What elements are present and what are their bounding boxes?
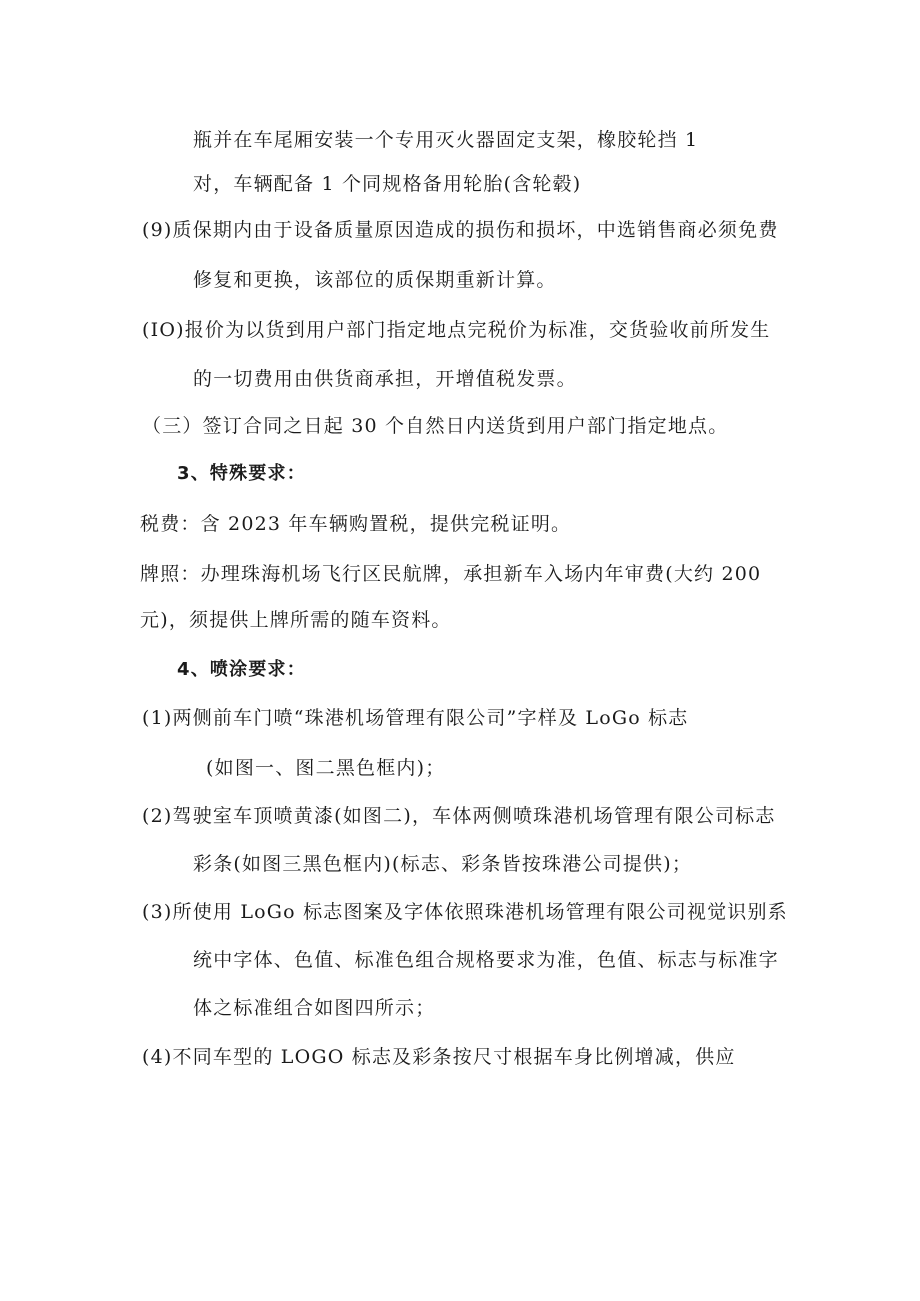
text-line-5: (IO)报价为以货到用户部门指定地点完税价为标准，交货验收前所发生 xyxy=(142,319,771,341)
text-line-4: 修复和更换，该部位的质保期重新计算。 xyxy=(193,269,557,291)
section-heading-3: 3、特殊要求： xyxy=(177,463,306,484)
text-line-10: 牌照：办理珠海机场飞行区民航牌，承担新车入场内年审费(大约 200 xyxy=(140,563,762,585)
text-line-2: 对，车辆配备 1 个同规格备用轮胎(含轮毂) xyxy=(193,173,582,195)
text-line-9: 税费：含 2023 年车辆购置税，提供完税证明。 xyxy=(140,513,572,535)
text-line-17: (3)所使用 LoGo 标志图案及字体依照珠港机场管理有限公司视觉识别系 xyxy=(142,901,788,923)
text-line-6: 的一切费用由供货商承担，开增值税发票。 xyxy=(193,368,577,390)
text-line-19: 体之标准组合如图四所示； xyxy=(193,997,436,1019)
section-heading-4: 4、喷涂要求： xyxy=(177,659,306,680)
text-line-15: (2)驾驶室车顶喷黄漆(如图二)，车体两侧喷珠港机场管理有限公司标志 xyxy=(142,805,776,827)
text-line-14: (如图一、图二黑色框内)； xyxy=(206,757,446,779)
text-line-20: (4)不同车型的 LOGO 标志及彩条按尺寸根据车身比例增减，供应 xyxy=(142,1046,736,1068)
text-line-16: 彩条(如图三黑色框内)(标志、彩条皆按珠港公司提供)； xyxy=(193,853,693,875)
text-line-7: （三）签订合同之日起 30 个自然日内送货到用户部门指定地点。 xyxy=(142,415,729,437)
text-line-13: (1)两侧前车门喷“珠港机场管理有限公司”字样及 LoGo 标志 xyxy=(142,707,689,729)
text-line-1: 瓶并在车尾厢安装一个专用灭火器固定支架，橡胶轮挡 1 xyxy=(193,129,699,151)
text-line-11: 元)，须提供上牌所需的随车资料。 xyxy=(140,609,452,631)
text-line-18: 统中字体、色值、标准色组合规格要求为准，色值、标志与标准字 xyxy=(193,949,779,971)
text-line-3: (9)质保期内由于设备质量原因造成的损伤和损坏，中选销售商必须免费 xyxy=(142,219,779,241)
